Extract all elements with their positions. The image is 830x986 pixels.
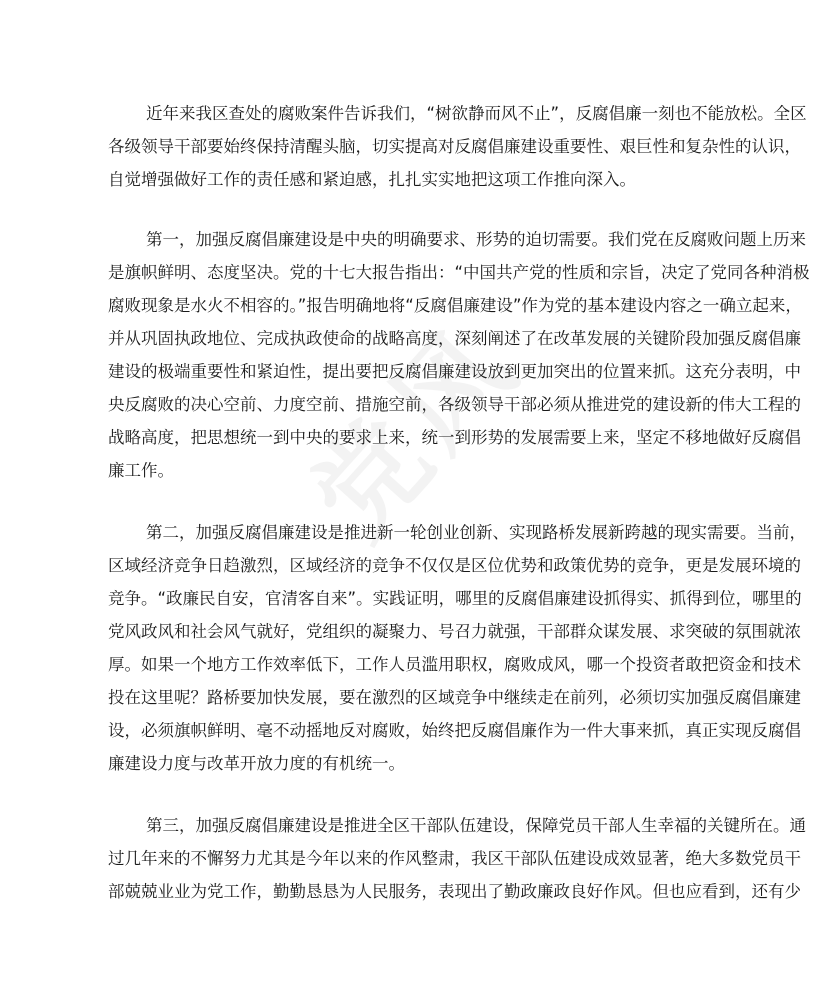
text-line: 战略高度，把思想统一到中央的要求上来，统一到形势的发展需要上来，坚定不移地做好反腐倡 <box>108 428 801 447</box>
text-line: 是旗帜鲜明、态度坚决。党的十七大报告指出：“中国共产党的性质和宗旨，决定了党同各种消极 <box>108 263 810 282</box>
text-line: 投在这里呢？路桥要加快发展，要在激烈的区域竞争中继续走在前列，必须切实加强反腐倡廉建 <box>108 688 801 707</box>
text-line: 腐败现象是水火不相容的。”报告明确地将“反腐倡廉建设”作为党的基本建设内容之一确立起来， <box>108 296 802 315</box>
text-line: 各级领导干部要始终保持清醒头脑，切实提高对反腐倡廉建设重要性、艰巨性和复杂性的认识， <box>108 137 801 156</box>
text-line: 党风政风和社会风气就好，党组织的凝聚力、号召力就强，干部群众谋发展、求突破的氛围就浓 <box>108 622 801 641</box>
paragraph-second <box>108 516 806 780</box>
text-line: 厚。如果一个地方工作效率低下，工作人员滥用职权，腐败成风，哪一个投资者敢把资金和技术 <box>108 655 801 674</box>
text-line: 自觉增强做好工作的责任感和紧迫感，扎扎实实地把这项工作推向深入。 <box>108 170 636 189</box>
paragraph-intro <box>108 97 807 196</box>
text-line: 央反腐败的决心空前、力度空前、措施空前，各级领导干部必须从推进党的建设新的伟大工程的 <box>108 395 801 414</box>
text-line: 设，必须旗帜鲜明、毫不动摇地反对腐败，始终把反腐倡廉作为一件大事来抓，真正实现反腐倡 <box>108 721 801 740</box>
text-line: 廉工作。 <box>108 461 174 480</box>
text-line: 建设的极端重要性和紧迫性，提出要把反腐倡廉建设放到更加突出的位置来抓。这充分表明，中 <box>108 362 801 381</box>
text-line: 廉建设力度与改革开放力度的有机统一。 <box>108 754 405 773</box>
text-line: 区域经济竞争日趋激烈，区域经济的竞争不仅仅是区位优势和政策优势的竞争，更是发展环境的 <box>108 556 801 575</box>
text-line: 第二，加强反腐倡廉建设是推进新一轮创业创新、实现路桥发展新跨越的现实需要。当前， <box>146 523 806 542</box>
text-line: 第三，加强反腐倡廉建设是推进全区干部队伍建设，保障党员干部人生幸福的关键所在。通 <box>146 816 806 835</box>
text-line: 并从巩固执政地位、完成执政使命的战略高度，深刻阐述了在改革发展的关键阶段加强反腐倡廉 <box>108 329 801 348</box>
text-line: 部兢兢业业为党工作，勤勤恳恳为人民服务，表现出了勤政廉政良好作风。但也应看到，还有少 <box>108 882 801 901</box>
paragraph-first <box>108 223 810 487</box>
text-line: 近年来我区查处的腐败案件告诉我们，“树欲静而风不止”，反腐倡廉一刻也不能放松。全区 <box>146 104 807 123</box>
text-line: 第一，加强反腐倡廉建设是中央的明确要求、形势的迫切需要。我们党在反腐败问题上历来 <box>146 230 806 249</box>
text-line: 过几年来的不懈努力尤其是今年以来的作风整肃，我区干部队伍建设成效显著，绝大多数党员干 <box>108 849 801 868</box>
text-line: 竞争。“政廉民自安，官清客自来”。实践证明，哪里的反腐倡廉建设抓得实、抓得到位，哪里的 <box>108 589 802 608</box>
paragraph-third <box>108 809 806 908</box>
